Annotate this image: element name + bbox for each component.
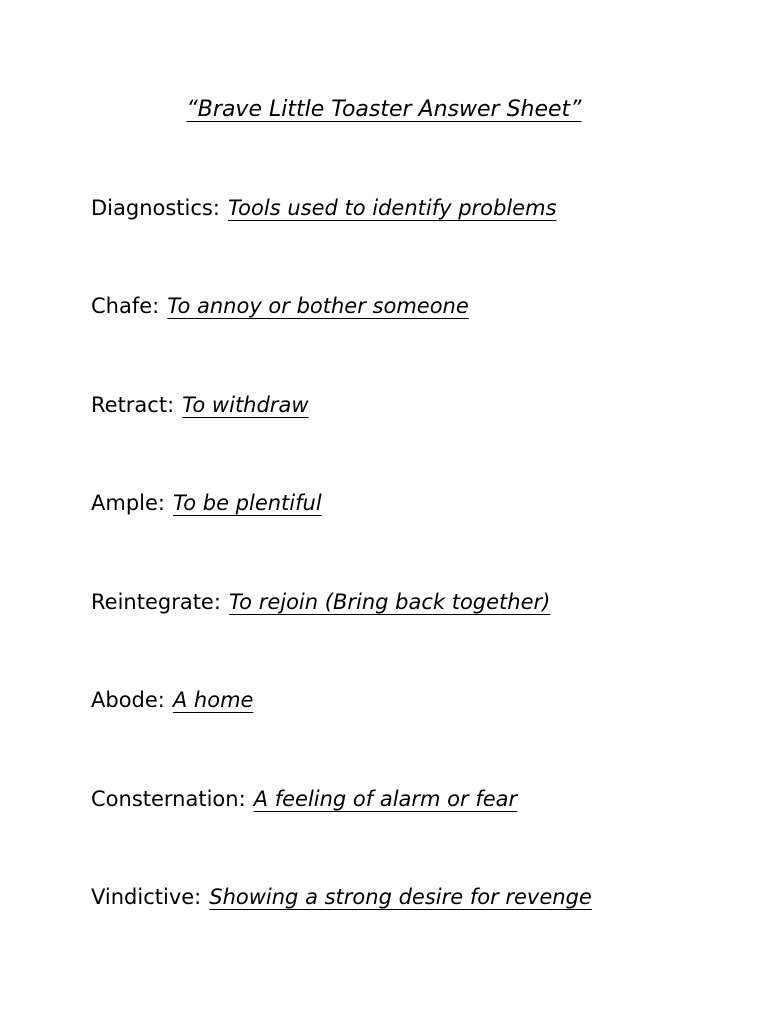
vocab-definition: A feeling of alarm or fear — [253, 787, 518, 811]
vocab-term: Chafe: — [91, 294, 160, 318]
vocab-term: Abode: — [91, 688, 165, 712]
vocab-term: Diagnostics: — [91, 196, 220, 220]
vocab-term: Retract: — [91, 393, 175, 417]
vocab-entry — [91, 684, 253, 716]
vocab-entry — [91, 487, 322, 519]
vocab-definition: To be plentiful — [172, 491, 322, 515]
vocab-term: Ample: — [91, 491, 165, 515]
vocab-entry — [91, 290, 469, 322]
vocab-definition: To rejoin (Bring back together) — [228, 590, 551, 614]
vocab-entry — [91, 586, 550, 618]
vocab-term: Reintegrate: — [91, 590, 221, 614]
vocab-definition: Showing a strong desire for revenge — [209, 885, 592, 909]
vocab-entry — [91, 389, 309, 421]
page-title-text: “Brave Little Toaster Answer Sheet” — [186, 97, 582, 122]
vocab-term: Vindictive: — [91, 885, 202, 909]
vocab-definition: Tools used to identify problems — [227, 196, 557, 220]
vocab-entry — [91, 881, 592, 913]
vocab-entry — [91, 192, 557, 224]
vocab-term: Consternation: — [91, 787, 246, 811]
vocab-definition: To withdraw — [182, 393, 309, 417]
page-title — [0, 94, 768, 126]
vocab-definition: A home — [172, 688, 254, 712]
vocab-definition: To annoy or bother someone — [167, 294, 469, 318]
vocab-entry — [91, 783, 517, 815]
